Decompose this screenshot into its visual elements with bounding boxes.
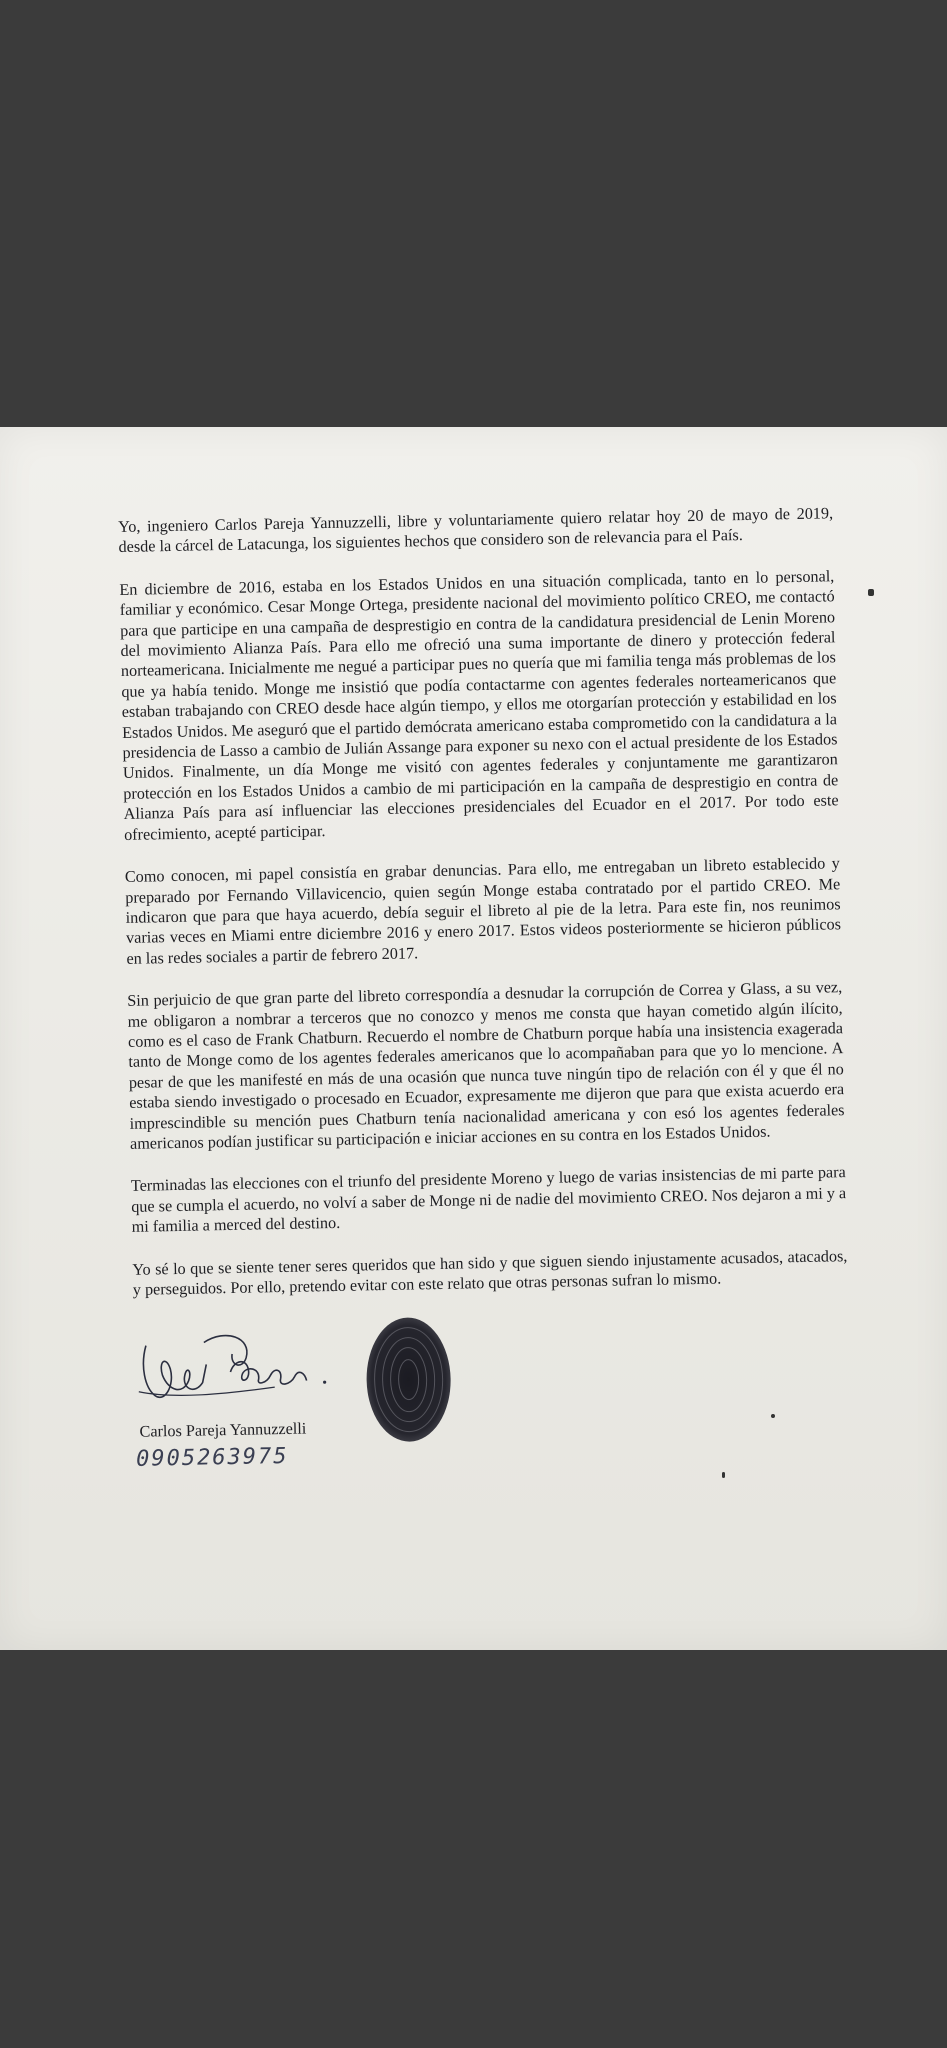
signer-name: Carlos Pareja Yannuzzelli — [139, 1419, 307, 1442]
handwritten-signature — [134, 1322, 366, 1416]
paragraph-closing: Yo sé lo que se siente tener seres queridos que han sido y que siguen siendo injustamente acusados, atacados, y perseguidos. Por ello, pretendo evitar con este relato que otras personas sufran lo mismo. — [132, 1246, 848, 1299]
paper-speck — [771, 1414, 775, 1418]
paragraph-role: Como conocen, mi papel consistía en grabar denuncias. Para ello, me entregaban un libreto establecido y preparado por Fernando Villavicencio, quien según Monge estaba contratado por el partido CREO. Me indicaron que para que haya acuerdo, debía seguir el libreto al pie de la letra. Para este fin, nos reunimos varias veces en Miami entre diciembre 2016 y enero 2017. Estos videos posteriormente se hicieron públicos en las redes sociales a partir de febrero 2017. — [124, 854, 842, 968]
paragraph-elections: Terminadas las elecciones con el triunfo del presidente Moreno y luego de varias insistencias de mi parte para que se cumpla el acuerdo, no volví a saber de Monge ni de nadie del movimiento CREO. Nos dejaron a mi y a mi familia a merced del destino. — [130, 1163, 847, 1237]
paragraph-chatburn: Sin perjuicio de que gran parte del libreto correspondía a desnudar la corrupción de Correa y Glass, a su vez, me obligaron a nombrar a terceros que no conozco y menos me consta que hayan cometido algún ilícito, como es el caso de Frank Chatburn. Recuerdo el nombre de Chatburn porque había una insistencia exagerada tanto de Monge como de los agentes federales americanos que lo acompañaban para que yo lo mencione. A pesar de que les manifesté en más de una ocasión que nunca tuve ningún tipo de relación con él y que él no estaba siendo investigado o procesado en Ecuador, expresamente me dijeron que para que exista acuerdo era imprescindible su mención pues Chatburn tenía nacionalidad americana y con esó los agentes federales americanos podían justificar su participación e iniciar acciones en su contra en los Estados Unidos. — [127, 978, 845, 1153]
fingerprint-mark — [361, 1314, 455, 1446]
paper-speck — [868, 589, 874, 596]
letter-page — [0, 427, 947, 1650]
letter-body — [118, 503, 851, 1476]
paragraph-december-2016: En diciembre de 2016, estaba en los Estados Unidos en una situación complicada, tanto en lo personal, familiar y económico. Cesar Monge Ortega, presidente nacional del movimiento político CREO, me contactó para que participe en una campaña de desprestigio en contra de la candidatura presidencial de Lenin Moreno del movimiento Alianza País. Para ello me ofreció una suma importante de dinero y protección federal norteamericana. Inicialmente me negué a participar pues no quería que mi familia tenga más problemas de los que ya había tenido. Monge me insistió que podía contactarme con agentes federales norteamericanos que estaban trabajando con CREO desde hace algún tiempo, y ellos me otorgarían protección y estabilidad en los Estados Unidos. Me aseguró que el partido demócrata americano estaba comprometido con la candidatura a la presidencia de Lasso a cambio de Julián Assange para exponer su nexo con el actual presidente de los Estados Unidos. Finalmente, un día Monge me visitó con agentes federales y conjuntamente me garantizaron protección en los Estados Unidos a cambio de mi participación en la campaña de desprestigio en contra de Alianza País para así influenciar las elecciones presidenciales del Ecuador en el 2017. Por todo este ofrecimiento, acepté participar. — [119, 567, 839, 844]
handwritten-phone-number: 0905263975 — [135, 1444, 289, 1473]
paper-speck — [722, 1472, 725, 1478]
signature-block — [134, 1313, 852, 1477]
paragraph-intro: Yo, ingeniero Carlos Pareja Yannuzzelli, libre y voluntariamente quiero relatar hoy 20 de mayo de 2019, desde la cárcel de Latacunga, los siguientes hechos que considero son de relevancia para el País. — [118, 504, 834, 557]
